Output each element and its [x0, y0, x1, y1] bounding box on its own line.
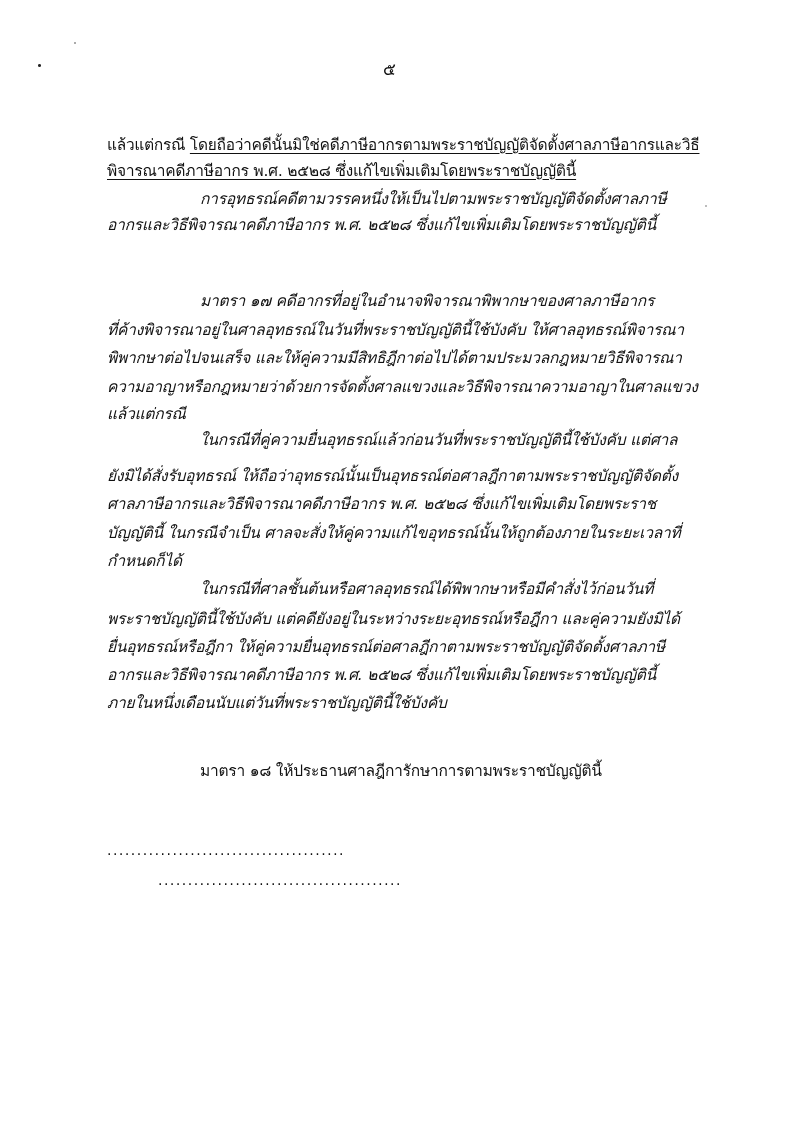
section-18-heading: มาตรา ๑๘ ให้ประธานศาลฎีการักษาการตามพระราชบัญญัตินี้ — [200, 762, 602, 780]
body-line-14: กำหนดก็ได้ — [107, 552, 182, 570]
body-line-1: แล้วแต่กรณี โดยถือว่าคดีนั้นมิใช่คดีภาษีอากรตามพระราชบัญญัติจัดตั้งศาลภาษีอากรและวิธี — [107, 136, 700, 154]
body-line-19: ภายในหนึ่งเดือนนับแต่วันที่พระราชบัญญัตินี้ใช้บังคับ — [107, 694, 447, 712]
body-line-8: ความอาญาหรือกฎหมายว่าด้วยการจัดตั้งศาลแขวงและวิธีพิจารณาความอาญาในศาลแขวง — [107, 378, 698, 396]
body-line-15: ในกรณีที่ศาลชั้นต้นหรือศาลอุทธรณ์ได้พิพากษาหรือมีคำสั่งไว้ก่อนวันที่ — [200, 580, 654, 598]
body-line-9: แล้วแต่กรณี — [107, 405, 186, 423]
body-line-11: ยังมิได้สั่งรับอุทธรณ์ ให้ถือว่าอุทธรณ์นั้นเป็นอุทธรณ์ต่อศาลฎีกาตามพระราชบัญญัติจัดตั้ง — [107, 467, 678, 485]
body-line-17: ยื่นอุทธรณ์หรือฎีกา ให้คู่ความยื่นอุทธรณ์ต่อศาลฎีกาตามพระราชบัญญัติจัดตั้งศาลภาษี — [107, 638, 665, 656]
body-line-12: ศาลภาษีอากรและวิธีพิจารณาคดีภาษีอากร พ.ศ. ๒๕๒๘ ซึ่งแก้ไขเพิ่มเติมโดยพระราช — [107, 495, 657, 513]
scan-speck — [74, 42, 76, 44]
body-line-6: ที่ค้างพิจารณาอยู่ในศาลอุทธรณ์ในวันที่พระราชบัญญัตินี้ใช้บังคับ ให้ศาลอุทธรณ์พิจารณา — [107, 321, 684, 339]
body-line-7: พิพากษาต่อไปจนเสร็จ และให้คู่ความมีสิทธิฎีกาต่อไปได้ตามประมวลกฎหมายวิธีพิจารณา — [107, 349, 682, 367]
body-line-16: พระราชบัญญัตินี้ใช้บังคับ แต่คดียังอยู่ในระหว่างระยะอุทธรณ์หรือฎีกา และคู่ความยังมิได้ — [107, 610, 680, 628]
page-number: ๕ — [383, 60, 396, 80]
body-line-10: ในกรณีที่คู่ความยื่นอุทธรณ์แล้วก่อนวันที่พระราชบัญญัตินี้ใช้บังคับ แต่ศาล — [200, 431, 678, 449]
body-line-2: พิจารณาคดีภาษีอากร พ.ศ. ๒๕๒๘ ซึ่งแก้ไขเพิ่มเติมโดยพระราชบัญญัตินี้ — [107, 162, 577, 180]
body-line-3: การอุทธรณ์คดีตามวรรคหนึ่งให้เป็นไปตามพระราชบัญญัติจัดตั้งศาลภาษี — [200, 190, 667, 208]
body-line-4: อากรและวิธีพิจารณาคดีภาษีอากร พ.ศ. ๒๕๒๘ ซึ่งแก้ไขเพิ่มเติมโดยพระราชบัญญัตินี้ — [107, 216, 656, 234]
section-17-heading: มาตรา ๑๗ คดีอากรที่อยู่ในอำนาจพิจารณาพิพากษาของศาลภาษีอากร — [200, 292, 655, 310]
signature-line-2: ......................................... — [158, 873, 402, 889]
signature-line-1: ........................................ — [107, 843, 346, 859]
body-line-13: บัญญัตินี้ ในกรณีจำเป็น ศาลจะสั่งให้คู่ความแก้ไขอุทธรณ์นั้นให้ถูกต้องภายในระยะเวลาที่ — [107, 524, 681, 542]
scan-speck — [705, 205, 707, 207]
body-line-18: อากรและวิธีพิจารณาคดีภาษีอากร พ.ศ. ๒๕๒๘ ซึ่งแก้ไขเพิ่มเติมโดยพระราชบัญญัตินี้ — [107, 666, 656, 684]
scan-speck — [38, 64, 41, 67]
